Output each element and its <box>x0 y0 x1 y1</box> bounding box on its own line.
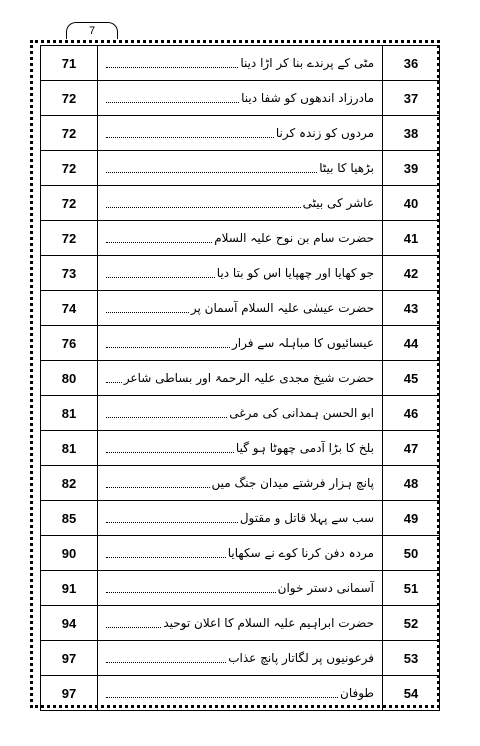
dot-leader <box>106 592 276 593</box>
toc-title-cell <box>98 536 383 571</box>
toc-title-wrap <box>106 686 374 700</box>
toc-page-number: 82 <box>41 466 98 501</box>
toc-page-number: 91 <box>41 571 98 606</box>
toc-row[interactable] <box>41 291 440 326</box>
dot-leader <box>106 172 317 173</box>
toc-title-wrap <box>106 651 374 665</box>
dot-leader <box>106 137 274 138</box>
toc-entry-number: 49 <box>383 501 440 536</box>
toc-title-wrap <box>106 231 374 245</box>
toc-title: عیسائیوں کا مباہلہ سے فرار <box>231 336 374 350</box>
table-of-contents <box>40 45 440 701</box>
toc-row[interactable] <box>41 221 440 256</box>
toc-entry-number: 42 <box>383 256 440 291</box>
toc-row[interactable] <box>41 536 440 571</box>
toc-title: فرعونیوں پر لگاتار پانچ عذاب <box>228 651 374 665</box>
toc-entry-number: 47 <box>383 431 440 466</box>
toc-row[interactable] <box>41 256 440 291</box>
toc-title-wrap <box>106 266 374 280</box>
toc-entry-number: 53 <box>383 641 440 676</box>
toc-row[interactable] <box>41 466 440 501</box>
toc-page-number: 71 <box>41 46 98 81</box>
dot-leader <box>106 697 338 698</box>
dot-leader <box>106 557 226 558</box>
toc-row[interactable] <box>41 396 440 431</box>
toc-row[interactable] <box>41 571 440 606</box>
toc-title-cell <box>98 291 383 326</box>
toc-title-cell <box>98 151 383 186</box>
toc-row[interactable] <box>41 46 440 81</box>
toc-title-cell <box>98 396 383 431</box>
toc-entry-number: 51 <box>383 571 440 606</box>
toc-title-cell <box>98 361 383 396</box>
toc-entry-number: 37 <box>383 81 440 116</box>
toc-title-wrap <box>106 441 374 455</box>
toc-title-wrap <box>106 511 374 525</box>
toc-entry-number: 54 <box>383 676 440 711</box>
toc-title-cell <box>98 501 383 536</box>
toc-page-number: 85 <box>41 501 98 536</box>
dot-leader <box>106 417 227 418</box>
toc-table <box>40 45 440 711</box>
toc-page-number: 72 <box>41 151 98 186</box>
toc-title: مردہ دفن کرنا کوے نے سکھایا <box>227 546 374 560</box>
toc-row[interactable] <box>41 151 440 186</box>
toc-page-number: 72 <box>41 116 98 151</box>
toc-page-number: 74 <box>41 291 98 326</box>
dot-leader <box>106 487 210 488</box>
toc-title-cell <box>98 466 383 501</box>
toc-title-wrap <box>106 301 374 315</box>
toc-title-wrap <box>106 406 374 420</box>
toc-entry-number: 43 <box>383 291 440 326</box>
toc-title-wrap <box>106 56 374 70</box>
toc-title: حضرت عیسٰی علیہ السلام آسمان پر <box>190 301 374 315</box>
toc-title: مردوں کو زندہ کرنا <box>275 126 374 140</box>
dot-leader <box>106 382 122 383</box>
dot-leader <box>106 277 215 278</box>
toc-title: بڑھیا کا بیٹا <box>319 161 374 175</box>
toc-title: ابو الحسن ہمدانی کی مرغی <box>229 406 374 420</box>
toc-title: طوفان <box>340 686 374 700</box>
toc-entry-number: 41 <box>383 221 440 256</box>
toc-entry-number: 48 <box>383 466 440 501</box>
toc-entry-number: 44 <box>383 326 440 361</box>
toc-title-cell <box>98 221 383 256</box>
toc-title: آسمانی دستر خوان <box>277 581 374 595</box>
toc-title: پانچ ہزار فرشتے میدان جنگ میں <box>211 476 374 490</box>
toc-title-wrap <box>106 616 374 630</box>
toc-title: مادرزاد اندھوں کو شفا دینا <box>241 91 374 105</box>
toc-title-cell <box>98 326 383 361</box>
toc-page-number: 73 <box>41 256 98 291</box>
toc-row[interactable] <box>41 676 440 711</box>
toc-row[interactable] <box>41 326 440 361</box>
toc-entry-number: 36 <box>383 46 440 81</box>
toc-page-number: 72 <box>41 186 98 221</box>
toc-page-number: 72 <box>41 81 98 116</box>
dot-leader <box>106 312 189 313</box>
toc-page-number: 76 <box>41 326 98 361</box>
toc-title-cell <box>98 641 383 676</box>
toc-row[interactable] <box>41 81 440 116</box>
dot-leader <box>106 67 238 68</box>
toc-title-wrap <box>106 476 374 490</box>
toc-entry-number: 38 <box>383 116 440 151</box>
toc-title-wrap <box>106 581 374 595</box>
dot-leader <box>106 627 161 628</box>
toc-row[interactable] <box>41 361 440 396</box>
toc-row[interactable] <box>41 431 440 466</box>
toc-title: حضرت شیخ مجدی علیہ الرحمۃ اور بساطی شاعر <box>123 371 374 385</box>
toc-title-wrap <box>106 336 374 350</box>
dot-leader <box>106 207 301 208</box>
toc-entry-number: 45 <box>383 361 440 396</box>
toc-entry-number: 52 <box>383 606 440 641</box>
toc-title: جو کھایا اور چھپایا اس کو بتا دیا <box>216 266 374 280</box>
toc-title-cell <box>98 186 383 221</box>
toc-row[interactable] <box>41 116 440 151</box>
toc-page-number: 81 <box>41 396 98 431</box>
toc-row[interactable] <box>41 186 440 221</box>
toc-title: حضرت ابراہیم علیہ السلام کا اعلان توحید <box>163 616 374 630</box>
dot-leader <box>106 452 234 453</box>
toc-title-cell <box>98 571 383 606</box>
toc-body <box>41 46 440 711</box>
page-number: 7 <box>88 25 96 37</box>
toc-title: حضرت سام بن نوح علیہ السلام <box>214 231 374 245</box>
toc-page-number: 72 <box>41 221 98 256</box>
toc-title-cell <box>98 256 383 291</box>
toc-title-cell <box>98 46 383 81</box>
toc-row[interactable] <box>41 606 440 641</box>
toc-entry-number: 39 <box>383 151 440 186</box>
toc-title-cell <box>98 431 383 466</box>
toc-title: بلخ کا بڑا آدمی چھوٹا ہو گیا <box>235 441 374 455</box>
toc-page-number: 81 <box>41 431 98 466</box>
toc-title-wrap <box>106 126 374 140</box>
toc-title-cell <box>98 81 383 116</box>
toc-entry-number: 46 <box>383 396 440 431</box>
page-number-tab <box>66 22 118 39</box>
toc-title: مٹی کے پرندے بنا کر اڑا دینا <box>240 56 374 70</box>
toc-title: سب سے پہلا قاتل و مقتول <box>239 511 374 525</box>
dot-leader <box>106 347 230 348</box>
toc-title-wrap <box>106 91 374 105</box>
toc-page-number: 90 <box>41 536 98 571</box>
dot-leader <box>106 102 239 103</box>
dot-leader <box>106 522 238 523</box>
toc-page-number: 94 <box>41 606 98 641</box>
toc-page-number: 97 <box>41 676 98 711</box>
toc-page-number: 97 <box>41 641 98 676</box>
toc-title-wrap <box>106 196 374 210</box>
toc-entry-number: 40 <box>383 186 440 221</box>
toc-row[interactable] <box>41 641 440 676</box>
toc-title: عاشر کی بیٹی <box>302 196 374 210</box>
toc-title-cell <box>98 606 383 641</box>
dot-leader <box>106 242 212 243</box>
toc-title-wrap <box>106 161 374 175</box>
toc-row[interactable] <box>41 501 440 536</box>
toc-entry-number: 50 <box>383 536 440 571</box>
toc-title-cell <box>98 116 383 151</box>
toc-title-cell <box>98 676 383 711</box>
toc-title-wrap <box>106 546 374 560</box>
toc-title-wrap <box>106 371 374 385</box>
dot-leader <box>106 662 226 663</box>
toc-page-number: 80 <box>41 361 98 396</box>
